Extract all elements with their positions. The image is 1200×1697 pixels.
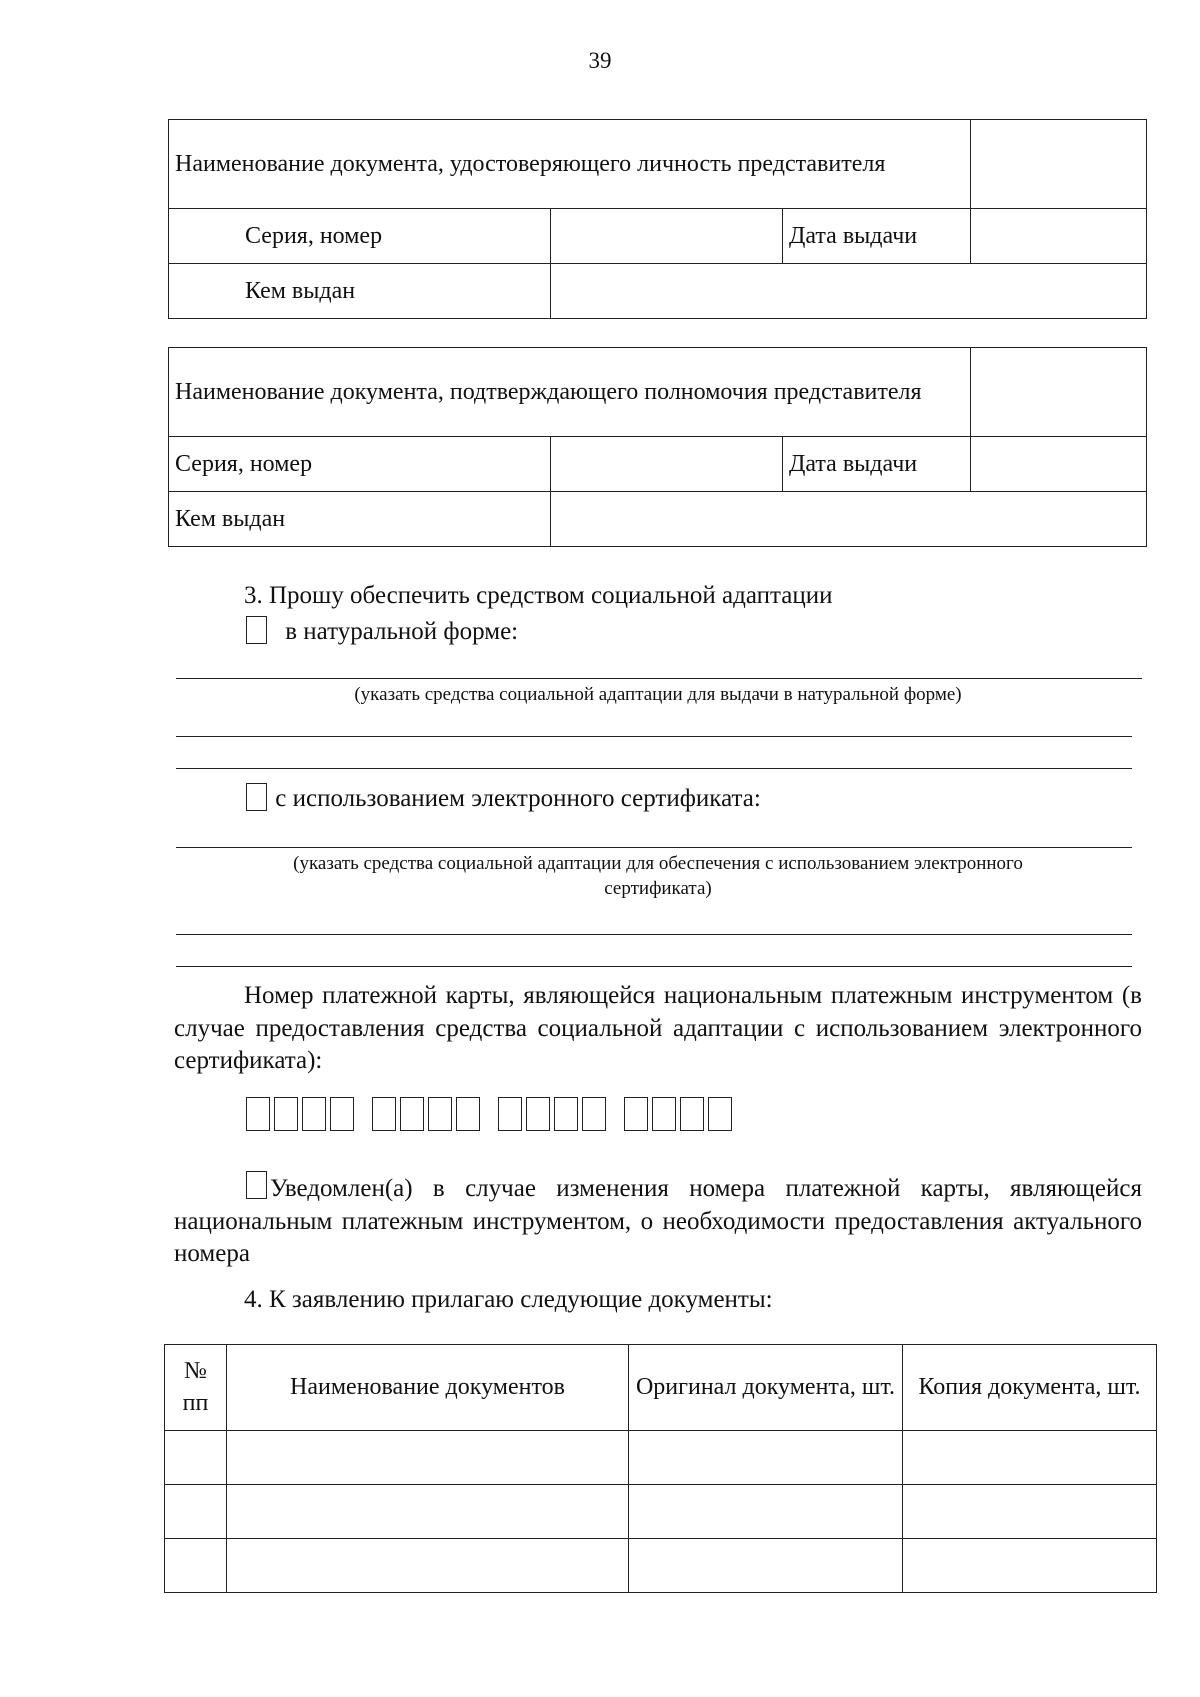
authority-date-label: Дата выдачи — [783, 437, 971, 492]
notice-paragraph — [174, 1173, 1142, 1271]
header-number — [165, 1345, 227, 1431]
row-number-cell[interactable] — [165, 1539, 227, 1593]
card-paragraph: Номер платежной карты, являющейся национальным платежным инструментом (в случае предоставления средства социальной адаптации с использованием электронного сертификата): — [174, 982, 1142, 1074]
certificate-line-2[interactable] — [176, 934, 1132, 935]
card-digit-box[interactable] — [400, 1097, 424, 1131]
page-number: 39 — [588, 48, 612, 73]
row-original-cell[interactable] — [629, 1431, 903, 1485]
authority-date-field[interactable] — [971, 437, 1147, 492]
row-copy-cell[interactable] — [903, 1485, 1157, 1539]
card-digit-box[interactable] — [652, 1097, 676, 1131]
header-original: Оригинал документа, шт. — [629, 1345, 903, 1431]
row-original-cell[interactable] — [629, 1485, 903, 1539]
card-digit-box[interactable] — [498, 1097, 522, 1131]
authority-issued-by-field[interactable] — [551, 492, 1147, 547]
card-digit-box[interactable] — [274, 1097, 298, 1131]
card-number-group-2 — [372, 1097, 480, 1131]
header-copy: Копия документа, шт. — [903, 1345, 1157, 1431]
card-digit-box[interactable] — [680, 1097, 704, 1131]
authority-doc-name-field[interactable] — [971, 348, 1147, 437]
certificate-hint-line2: сертификата) — [604, 877, 712, 899]
section4-heading: 4. К заявлению прилагаю следующие документы: — [244, 1286, 773, 1313]
card-digit-box[interactable] — [330, 1097, 354, 1131]
card-number-group-3 — [498, 1097, 606, 1131]
certificate-option — [246, 783, 761, 816]
notice-text: Уведомлен(а) в случае изменения номера платежной карты, являющейся национальным платежным инструментом, о необходимости предоставления актуального номера — [174, 1175, 1142, 1267]
certificate-hint — [168, 852, 1148, 901]
section3-heading: 3. Прошу обеспечить средством социальной адаптации — [244, 582, 833, 609]
row-number-cell[interactable] — [165, 1431, 227, 1485]
card-digit-box[interactable] — [302, 1097, 326, 1131]
certificate-label: с использованием электронного сертификата: — [275, 785, 761, 812]
identity-series-field[interactable] — [551, 209, 783, 264]
identity-date-label: Дата выдачи — [783, 209, 971, 264]
card-digit-box[interactable] — [708, 1097, 732, 1131]
card-digit-box[interactable] — [624, 1097, 648, 1131]
identity-doc-name-label: Наименование документа, удостоверяющего личность представителя — [169, 120, 971, 209]
card-digit-box[interactable] — [526, 1097, 550, 1131]
identity-date-field[interactable] — [971, 209, 1147, 264]
header-number-pp: пп — [182, 1389, 209, 1416]
row-original-cell[interactable] — [629, 1539, 903, 1593]
natural-form-hint: (указать средства социальной адаптации для выдачи в натуральной форме) — [354, 684, 962, 705]
identity-issued-by-label: Кем выдан — [169, 264, 551, 319]
certificate-line-3[interactable] — [176, 966, 1132, 967]
natural-form-line-2[interactable] — [176, 736, 1132, 737]
certificate-checkbox[interactable] — [246, 783, 267, 811]
card-number-group-4 — [624, 1097, 732, 1131]
row-name-cell[interactable] — [227, 1431, 629, 1485]
card-digit-box[interactable] — [372, 1097, 396, 1131]
notice-checkbox[interactable] — [246, 1171, 267, 1199]
identity-series-label: Серия, номер — [169, 209, 551, 264]
table-row — [165, 1431, 1157, 1485]
card-number-group-1 — [246, 1097, 354, 1131]
natural-form-option — [246, 616, 518, 649]
certificate-hint-line1: (указать средства социальной адаптации для обеспечения с использованием электронного — [293, 853, 1023, 874]
row-number-cell[interactable] — [165, 1485, 227, 1539]
card-digit-box[interactable] — [428, 1097, 452, 1131]
natural-form-label: в натуральной форме: — [285, 618, 519, 645]
card-digit-box[interactable] — [554, 1097, 578, 1131]
authority-issued-by-label: Кем выдан — [169, 492, 551, 547]
header-number-sign: № — [184, 1358, 207, 1385]
certificate-line-1[interactable] — [176, 847, 1132, 848]
identity-document-table — [168, 119, 1147, 319]
header-doc-name: Наименование документов — [227, 1345, 629, 1431]
table-row — [165, 1485, 1157, 1539]
card-digit-box[interactable] — [456, 1097, 480, 1131]
natural-form-line-1[interactable] — [176, 678, 1142, 679]
row-copy-cell[interactable] — [903, 1431, 1157, 1485]
authority-doc-name-label: Наименование документа, подтверждающего полномочия представителя — [169, 348, 971, 437]
natural-form-line-3[interactable] — [176, 768, 1132, 769]
attached-documents-table — [164, 1344, 1157, 1593]
authority-series-label: Серия, номер — [169, 437, 551, 492]
card-digit-box[interactable] — [246, 1097, 270, 1131]
natural-form-checkbox[interactable] — [246, 616, 267, 644]
authority-series-field[interactable] — [551, 437, 783, 492]
table-row — [165, 1539, 1157, 1593]
row-copy-cell[interactable] — [903, 1539, 1157, 1593]
card-digit-box[interactable] — [582, 1097, 606, 1131]
card-number-input[interactable] — [246, 1097, 732, 1131]
identity-doc-name-field[interactable] — [971, 120, 1147, 209]
row-name-cell[interactable] — [227, 1539, 629, 1593]
authority-document-table — [168, 347, 1147, 547]
identity-issued-by-field[interactable] — [551, 264, 1147, 319]
row-name-cell[interactable] — [227, 1485, 629, 1539]
